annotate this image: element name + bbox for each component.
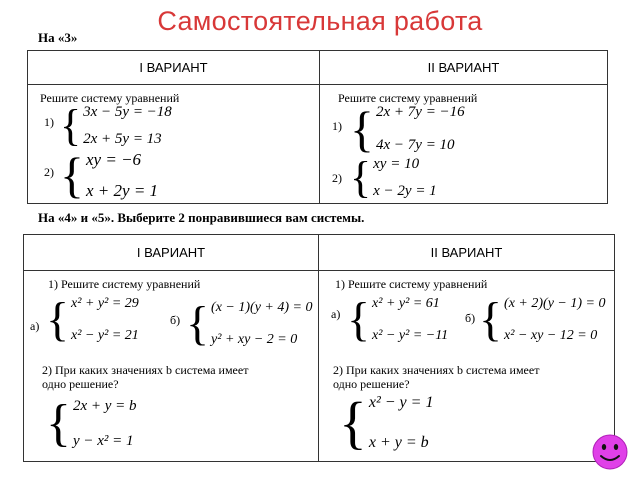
table-grade-4-5 — [23, 234, 615, 462]
item-number: 2) — [44, 165, 54, 179]
equation-system-task-2 — [339, 390, 434, 455]
question-line: одно решение? — [333, 377, 410, 391]
item-number: 1) — [44, 115, 54, 129]
equation: y − x² = 1 — [72, 433, 134, 449]
variant-1-cell — [28, 85, 319, 203]
subitem-label: б) — [465, 311, 476, 325]
brace-icon: { — [60, 147, 84, 203]
equation-system-b — [479, 293, 606, 346]
equation: x² − y² = 21 — [71, 328, 139, 343]
equation-system — [350, 153, 437, 202]
table-grade-3 — [27, 50, 608, 204]
brace-icon: { — [350, 153, 372, 202]
equation: xy = 10 — [373, 156, 420, 172]
equation-system — [60, 147, 159, 203]
equation-system — [350, 101, 465, 157]
question-line: 2) При каких значениях b система имеет — [42, 363, 249, 377]
equation: 2x + 7y = −16 — [376, 104, 465, 120]
header-variant-1: I ВАРИАНТ — [24, 235, 319, 271]
variant-2-cell — [319, 271, 614, 461]
equation: 2x + 5y = 13 — [83, 131, 162, 147]
task-1-instruction: 1) Решите систему уравнений — [48, 277, 201, 291]
question-line: одно решение? — [42, 377, 119, 391]
variant-2-cell — [320, 85, 607, 203]
equation: x − 2y = 1 — [373, 183, 437, 199]
subitem-label: а) — [331, 307, 341, 321]
equation: x + y = b — [368, 434, 429, 451]
header-variant-2: II ВАРИАНТ — [320, 51, 608, 85]
instruction: Решите систему уравнений — [40, 91, 180, 105]
brace-icon: { — [339, 390, 367, 455]
item-number: 1) — [332, 119, 342, 133]
subitem-label: а) — [30, 319, 40, 333]
item-number: 2) — [332, 171, 342, 185]
brace-icon: { — [186, 297, 210, 350]
section-3-label: На «3» — [38, 30, 78, 45]
smiley-icon — [590, 432, 630, 472]
task-2-question — [333, 363, 609, 391]
equation-system-task-2 — [46, 395, 137, 452]
equation: (x − 1)(y + 4) = 0 — [211, 300, 313, 315]
equation-system — [60, 101, 172, 150]
header-variant-2: II ВАРИАНТ — [319, 235, 615, 271]
brace-icon: { — [46, 395, 71, 452]
equation: xy = −6 — [86, 150, 142, 169]
page-title: Самостоятельная работа — [157, 6, 483, 36]
equation: x² + y² = 29 — [71, 296, 139, 311]
variant-1-cell — [24, 271, 318, 461]
equation: 4x − 7y = 10 — [376, 137, 455, 153]
equation: x² − xy − 12 = 0 — [504, 328, 598, 343]
equation: (x + 2)(y − 1) = 0 — [504, 296, 606, 311]
equation: x² − y = 1 — [368, 394, 434, 411]
equation: x² − y² = −11 — [372, 328, 449, 343]
brace-icon: { — [347, 293, 371, 346]
task-1-instruction: 1) Решите систему уравнений — [335, 277, 488, 291]
brace-icon: { — [60, 101, 82, 150]
equation-system-b — [186, 297, 313, 350]
section-45-label: На «4» и «5». Выберите 2 понравившиеся вам системы. — [38, 210, 365, 225]
equation: x + 2y = 1 — [86, 181, 159, 200]
question-line: 2) При каких значениях b система имеет — [333, 363, 540, 377]
equation: x² + y² = 61 — [372, 296, 440, 311]
equation: 3x − 5y = −18 — [83, 104, 172, 120]
equation-system-a — [347, 293, 449, 346]
equation: y² + xy − 2 = 0 — [211, 332, 298, 347]
task-2-question — [42, 363, 312, 391]
subitem-label: б) — [170, 313, 181, 327]
instruction: Решите систему уравнений — [338, 91, 478, 105]
header-variant-1: I ВАРИАНТ — [28, 51, 320, 85]
brace-icon: { — [46, 293, 70, 346]
brace-icon: { — [350, 101, 374, 157]
brace-icon: { — [479, 293, 503, 346]
equation: 2x + y = b — [72, 398, 137, 414]
equation-system-a — [46, 293, 139, 346]
